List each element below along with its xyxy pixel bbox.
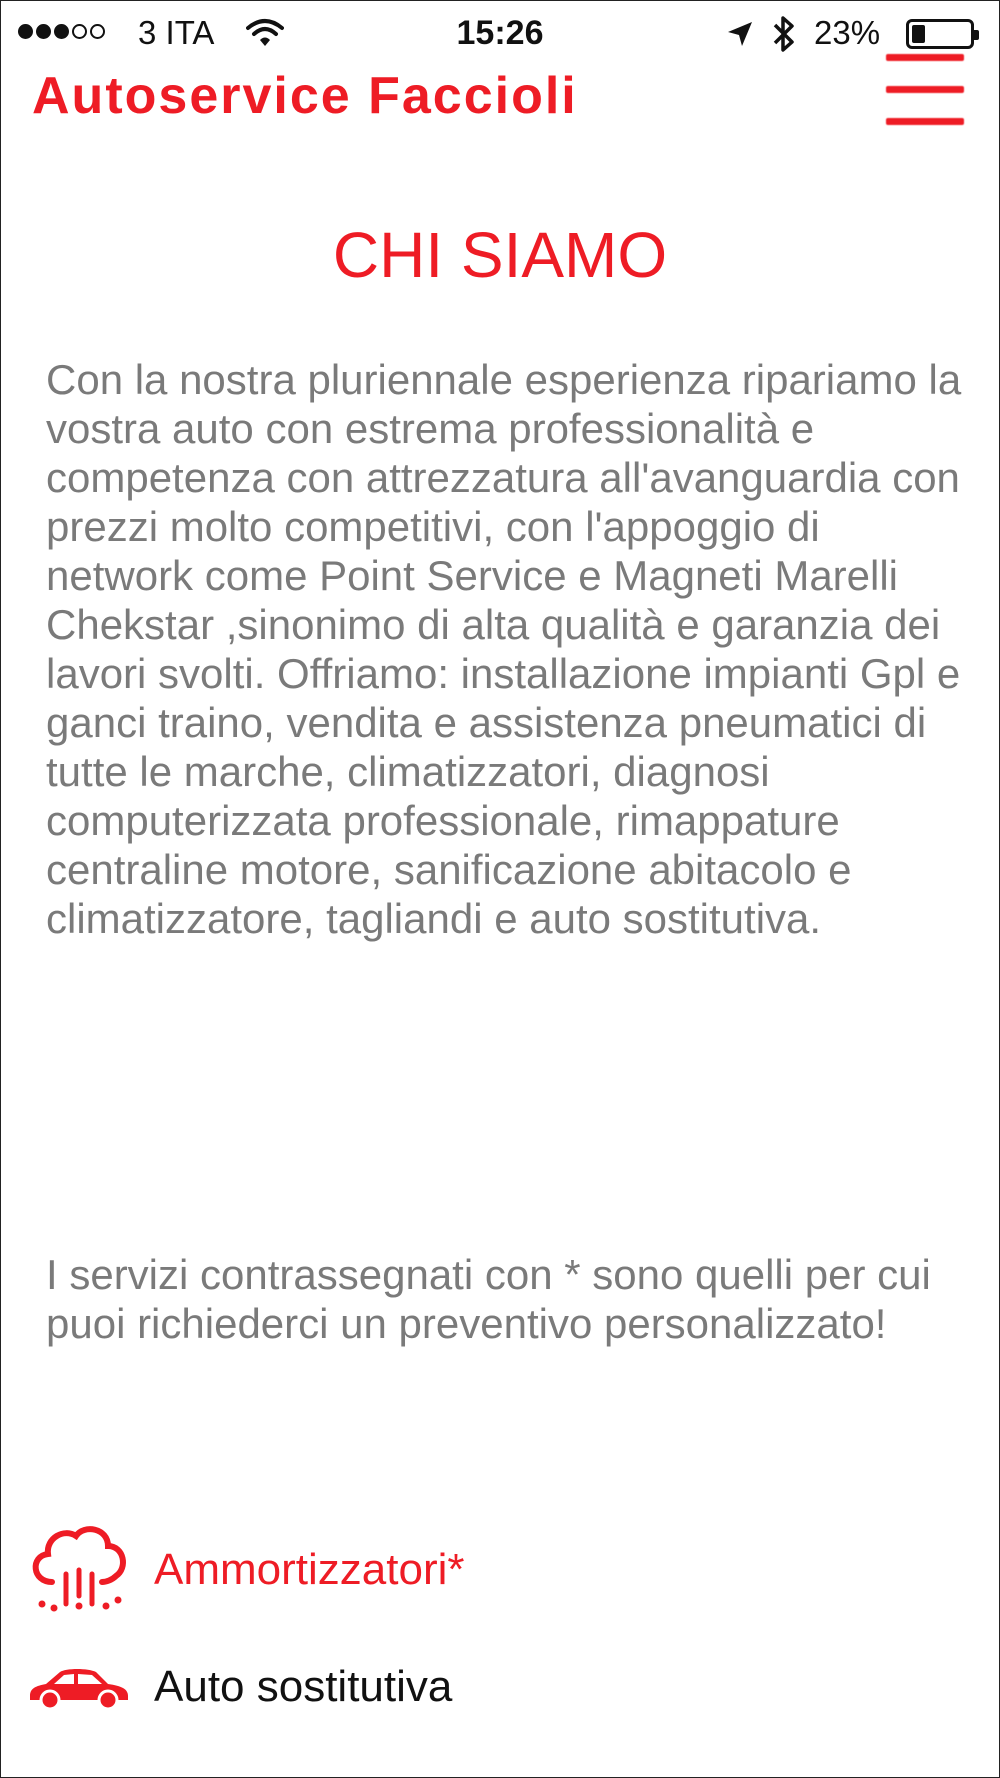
hamburger-menu-icon[interactable] <box>886 50 964 130</box>
service-item-auto-sostitutiva[interactable] <box>26 1662 452 1712</box>
service-label: Ammortizzatori* <box>154 1545 465 1594</box>
location-arrow-icon <box>726 20 754 48</box>
service-label: Auto sostitutiva <box>154 1662 453 1711</box>
page-title: CHI SIAMO <box>332 219 668 291</box>
clock: 15:26 <box>456 14 544 52</box>
status-bar <box>0 0 1000 70</box>
bluetooth-icon <box>772 14 796 54</box>
carrier-label: 3 ITA <box>138 14 215 51</box>
car-icon <box>26 1662 132 1712</box>
battery-icon <box>906 19 974 49</box>
about-description: Con la nostra pluriennale esperienza ripariamo la vostra auto con estrema professionalità e competenza con attrezzatura all'avanguardia con prezzi molto competitivi, con l'appoggio di network come Point Service e Magneti Marelli Chekstar ,sinonimo di alta qualità e garanzia dei lavori svolti. Offriamo: installazione impianti Gpl e ganci traino, vendita e assistenza pneumatici di tutte le marche, climatizzatori, diagnosi computerizzata professionale, rimappature centraline motore, sanificazione abitacolo e climatizzatore, tagliandi e auto sostitutiva. <box>46 356 962 942</box>
service-item-ammortizzatori[interactable] <box>26 1520 465 1620</box>
brand-title[interactable]: Autoservice Faccioli <box>32 67 578 125</box>
shock-absorber-icon <box>26 1520 132 1620</box>
battery-percent: 23% <box>814 14 881 51</box>
quote-note: I servizi contrassegnati con * sono quelli per cui puoi richiederci un preventivo personalizzato! <box>46 1251 931 1347</box>
